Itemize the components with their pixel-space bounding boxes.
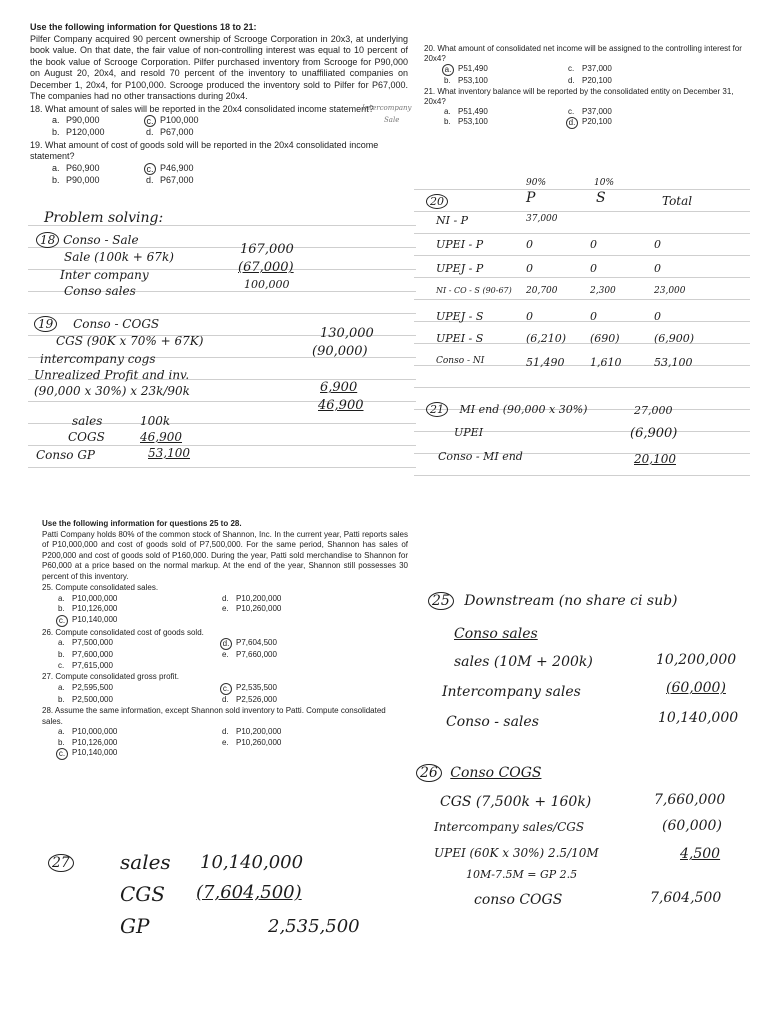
question-27-options xyxy=(58,683,408,706)
option-value: P7,615,000 xyxy=(72,660,113,670)
question-18: 18. What amount of sales will be reported in the 20x4 consolidated income statement? xyxy=(30,103,374,114)
cell-total: 0 xyxy=(654,262,661,275)
option-value: P10,000,000 xyxy=(72,593,118,603)
option-letter: d. xyxy=(146,127,154,137)
cell-parent: 0 xyxy=(526,238,533,251)
option-letter: a. xyxy=(52,115,60,125)
line-value: 10,200,000 xyxy=(656,652,737,668)
cell-subsidiary: 1,610 xyxy=(590,356,622,369)
cell-parent: 0 xyxy=(526,262,533,275)
option-letter: c. xyxy=(568,64,575,73)
line-label: Conso COGS xyxy=(450,765,542,781)
item-number: 26 xyxy=(416,764,442,782)
selected-option-letter: c. xyxy=(220,683,232,695)
question-28-options xyxy=(58,727,408,760)
item-number: 20 xyxy=(426,194,448,209)
option-value: P7,500,000 xyxy=(72,638,113,647)
line-value: (67,000) xyxy=(238,260,294,275)
option-value: P20,100 xyxy=(582,76,612,85)
line-label: MI end (90,000 x 30%) xyxy=(459,403,588,416)
option-value: P10,200,000 xyxy=(236,727,282,736)
column-header-total: Total xyxy=(662,194,693,208)
line-value: 27,000 xyxy=(634,404,673,417)
line-label: Intercompany sales xyxy=(442,684,581,700)
line-value: 46,900 xyxy=(140,430,182,444)
table-row xyxy=(436,286,738,296)
item-number: 19 xyxy=(34,316,57,332)
margin-note-sale: Sale xyxy=(384,116,400,124)
option-value: P51,490 xyxy=(458,64,488,73)
percent-parent: 90% xyxy=(526,178,547,188)
option-letter: b. xyxy=(444,117,451,126)
option-letter: a. xyxy=(52,162,60,173)
handwritten-solution-18-19 xyxy=(28,204,416,472)
question-18-options xyxy=(52,115,408,139)
option-letter: e. xyxy=(222,737,229,747)
cell-parent: 51,490 xyxy=(526,356,565,369)
line-value: 2,535,500 xyxy=(268,916,360,937)
line-label: CGS (7,500k + 160k) xyxy=(440,794,592,810)
line-value: 10,140,000 xyxy=(200,852,304,873)
option-value: P10,126,000 xyxy=(72,737,118,747)
solution-25-heading xyxy=(428,592,678,610)
cell-parent: 0 xyxy=(526,310,533,323)
question-21-options xyxy=(444,107,746,129)
option-letter: e. xyxy=(222,650,229,659)
line-label: CGS (90K x 70% + 67K) xyxy=(56,334,204,348)
option-value: P37,000 xyxy=(582,107,612,116)
line-label: Conso sales xyxy=(64,284,136,298)
option-value: P53,100 xyxy=(458,76,488,85)
option-value: P100,000 xyxy=(160,115,199,125)
line-label: (90,000 x 30%) x 23k/90k xyxy=(34,384,190,398)
line-label: sales (10M + 200k) xyxy=(454,654,593,670)
problem-intro: Patti Company holds 80% of the common stock of Shannon, Inc. In the current year, Patti reports sales of P10,000,000 and cost of goods sold of P7,500,000. For the same period, Shannon has sales of P200,000 and cost of goods sold of P160,000. During the year, Patti sold merchandise to Shannon for P60,000 at a price based on the normal markup. At the end of the year, Shannon still possesses 30 percent of this inventory. xyxy=(42,529,408,581)
line-value: 167,000 xyxy=(240,242,294,257)
section-header: Use the following information for Questions 18 to 21: xyxy=(30,22,257,32)
solution-18-heading xyxy=(36,232,139,248)
option-value: P2,500,000 xyxy=(72,694,113,704)
handwritten-solution-25-26 xyxy=(410,580,760,920)
option-value: P10,200,000 xyxy=(236,593,282,603)
line-value: 46,900 xyxy=(318,398,364,413)
cell-total xyxy=(654,214,738,227)
line-value: 130,000 xyxy=(320,326,374,341)
questions-18-19-panel xyxy=(30,22,408,200)
item-number-wrap xyxy=(48,852,74,872)
line-label: COGS xyxy=(68,430,105,444)
line-label: intercompany cogs xyxy=(40,352,156,366)
question-25-options xyxy=(58,594,408,627)
option-letter: c. xyxy=(58,660,65,670)
percent-subsidiary: 10% xyxy=(594,178,615,188)
line-label: Conso - COGS xyxy=(73,317,160,331)
line-value: 4,500 xyxy=(680,846,721,862)
option-value: P53,100 xyxy=(458,117,488,126)
row-label: UPEJ - P xyxy=(436,262,484,275)
option-letter: e. xyxy=(222,604,229,613)
line-value: (6,900) xyxy=(630,426,678,441)
row-label: Conso - NI xyxy=(436,356,485,366)
option-letter: d. xyxy=(222,593,229,603)
option-value: P67,000 xyxy=(160,174,194,185)
handwritten-solution-27 xyxy=(36,842,408,946)
option-value: P37,000 xyxy=(582,64,612,73)
table-row xyxy=(436,238,738,251)
cell-subsidiary: 2,300 xyxy=(590,286,616,296)
cell-total: (6,900) xyxy=(654,332,695,345)
option-letter: b. xyxy=(444,76,451,85)
selected-option-letter: c. xyxy=(144,163,156,175)
option-letter: a. xyxy=(444,107,451,116)
selected-option-letter: a. xyxy=(442,64,454,76)
column-header-subsidiary: S xyxy=(596,190,606,206)
line-value: (60,000) xyxy=(662,818,722,834)
line-label: sales xyxy=(72,414,103,428)
option-value: P2,526,000 xyxy=(236,694,277,704)
line-label: Conso sales xyxy=(454,626,538,642)
line-label: sales xyxy=(120,850,171,874)
question-19: 19. What amount of cost of goods sold will be reported in the 20x4 consolidated income statement? xyxy=(30,139,379,161)
column-header-parent: P xyxy=(526,190,536,206)
line-label: UPEI xyxy=(454,426,484,439)
questions-25-28-panel xyxy=(42,519,408,837)
question-20-options xyxy=(444,64,746,86)
table-row xyxy=(436,332,738,345)
line-value: (60,000) xyxy=(666,680,726,696)
option-value: P7,660,000 xyxy=(236,650,277,659)
cell-subsidiary: 0 xyxy=(590,310,597,323)
cell-total: 23,000 xyxy=(654,286,686,296)
cell-subsidiary: 0 xyxy=(590,262,597,275)
row-label: UPEI - P xyxy=(436,238,484,251)
margin-note-intercompany: Intercompany xyxy=(362,104,412,112)
line-label: Conso - sales xyxy=(446,714,539,730)
question-21: 21. What inventory balance will be reported by the consolidated entity on December 31, 20x4? xyxy=(424,87,734,106)
option-value: P7,600,000 xyxy=(72,650,113,659)
item-number: 27 xyxy=(48,854,74,872)
cell-parent: (6,210) xyxy=(526,332,567,345)
table-row xyxy=(436,356,738,369)
handwritten-solution-20-21 xyxy=(414,168,750,476)
option-letter: b. xyxy=(58,650,65,659)
option-value: P10,000,000 xyxy=(72,727,118,736)
line-label: Conso - Sale xyxy=(63,233,139,247)
option-letter: b. xyxy=(58,604,65,613)
option-value: P60,900 xyxy=(66,162,100,173)
option-value: P90,000 xyxy=(66,115,100,125)
cell-total: 53,100 xyxy=(654,356,693,369)
line-value: 100k xyxy=(140,414,171,428)
line-label: Inter company xyxy=(60,268,149,282)
cell-subsidiary xyxy=(590,214,654,227)
option-letter: a. xyxy=(58,727,65,736)
line-value: 7,660,000 xyxy=(654,792,726,808)
selected-option-letter: c. xyxy=(56,748,68,760)
option-letter: b. xyxy=(52,127,60,137)
line-value: 10,140,000 xyxy=(658,710,739,726)
selected-option-letter: d. xyxy=(220,638,232,650)
option-letter: b. xyxy=(58,737,65,747)
item-number: 21 xyxy=(426,402,448,417)
line-label: CGS xyxy=(120,882,165,906)
option-letter: b. xyxy=(58,694,65,704)
section-header: Use the following information for questions 25 to 28. xyxy=(42,519,242,528)
option-letter: a. xyxy=(58,682,65,692)
line-value: 100,000 xyxy=(244,278,290,291)
option-value: P51,490 xyxy=(458,107,488,116)
cell-total: 0 xyxy=(654,238,661,251)
option-value: P10,140,000 xyxy=(72,748,118,757)
option-value: P2,595,500 xyxy=(72,682,113,692)
row-label: NI - P xyxy=(436,214,469,227)
question-20: 20. What amount of consolidated net income will be assigned to the controlling interest for 20x4? xyxy=(424,44,742,63)
table-row xyxy=(436,262,738,275)
question-19-options xyxy=(52,163,408,187)
question-27: 27. Compute consolidated gross profit. xyxy=(42,672,179,681)
selected-option-letter: c. xyxy=(56,615,68,627)
line-value: 6,900 xyxy=(320,380,358,395)
line-label: UPEI (60K x 30%) 2.5/10M xyxy=(434,846,599,860)
question-25: 25. Compute consolidated sales. xyxy=(42,583,159,592)
cell-subsidiary: 0 xyxy=(590,238,597,251)
cell-subsidiary: (690) xyxy=(590,332,620,345)
solution-26-heading xyxy=(416,764,541,782)
option-letter: b. xyxy=(52,174,60,185)
problem-intro: Pilfer Company acquired 90 percent ownership of Scrooge Corporation in 20x3, at underlying book value. On that date, the fair value of non-controlling interest was equal to 10 percent of the book value of Scrooge Corporation. Pilfer purchased inventory from Scrooge for P90,000 on August 20, 20x4, and resold 70 percent of the inventory to unaffiliated companies on December 1, 20x4, for P100,000. Scrooge produced the inventory sold to Pilfer for P67,000. The companies had no other transactions during 20x4. xyxy=(30,33,408,101)
option-value: P7,604,500 xyxy=(236,638,277,647)
line-value: (7,604,500) xyxy=(196,882,302,903)
line-value: 7,604,500 xyxy=(650,890,722,906)
line-label: 10M-7.5M = GP 2.5 xyxy=(466,868,578,881)
option-letter: c. xyxy=(568,107,575,116)
selected-option-letter: d. xyxy=(566,117,578,129)
cell-total: 0 xyxy=(654,310,661,323)
option-value: P10,126,000 xyxy=(72,604,118,613)
option-letter: d. xyxy=(568,76,575,85)
option-value: P67,000 xyxy=(160,127,194,137)
question-28: 28. Assume the same information, except Shannon sold inventory to Patti. Compute consolidated sales. xyxy=(42,706,386,726)
line-label: Intercompany sales/CGS xyxy=(434,820,585,834)
option-letter: a. xyxy=(58,593,65,603)
line-label: Sale (100k + 67k) xyxy=(64,250,174,264)
option-letter: d. xyxy=(222,727,229,736)
option-letter: d. xyxy=(222,694,229,704)
solution-21-heading xyxy=(426,402,587,417)
line-label: GP xyxy=(120,914,150,938)
option-value: P120,000 xyxy=(66,127,105,137)
item-number: 25 xyxy=(428,592,454,610)
line-label: Downstream (no share ci sub) xyxy=(464,593,678,609)
option-value: P10,260,000 xyxy=(236,737,282,747)
option-value: P46,900 xyxy=(160,162,194,173)
line-label: Conso GP xyxy=(36,448,95,462)
row-label: UPEJ - S xyxy=(436,310,484,323)
option-letter: d. xyxy=(146,174,154,185)
table-number xyxy=(426,194,448,209)
line-value: (90,000) xyxy=(312,344,368,359)
table-row xyxy=(436,310,738,323)
line-label: conso COGS xyxy=(474,892,563,908)
option-letter: a. xyxy=(58,638,65,647)
row-label: UPEI - S xyxy=(436,332,484,345)
table-row xyxy=(436,214,738,227)
question-26-options xyxy=(58,638,408,671)
line-label: Unrealized Profit and inv. xyxy=(34,368,190,382)
cell-parent: 20,700 xyxy=(526,286,558,296)
problem-solving-title: Problem solving: xyxy=(44,210,164,226)
cell-parent: 37,000 xyxy=(526,214,558,224)
solution-19-heading xyxy=(34,316,159,332)
row-label: NI - CO - S (90-67) xyxy=(436,286,512,295)
option-value: P90,000 xyxy=(66,174,100,185)
line-value: 20,100 xyxy=(634,452,676,466)
question-26: 26. Compute consolidated cost of goods sold. xyxy=(42,627,204,637)
option-value: P20,100 xyxy=(582,117,612,126)
option-value: P2,535,500 xyxy=(236,682,277,692)
questions-20-21-panel xyxy=(424,44,746,152)
item-number: 18 xyxy=(36,232,59,248)
option-value: P10,260,000 xyxy=(236,604,282,613)
line-label: Conso - MI end xyxy=(438,450,523,463)
option-value: P10,140,000 xyxy=(72,614,118,624)
line-value: 53,100 xyxy=(148,446,190,460)
selected-option-letter: c. xyxy=(144,115,156,127)
